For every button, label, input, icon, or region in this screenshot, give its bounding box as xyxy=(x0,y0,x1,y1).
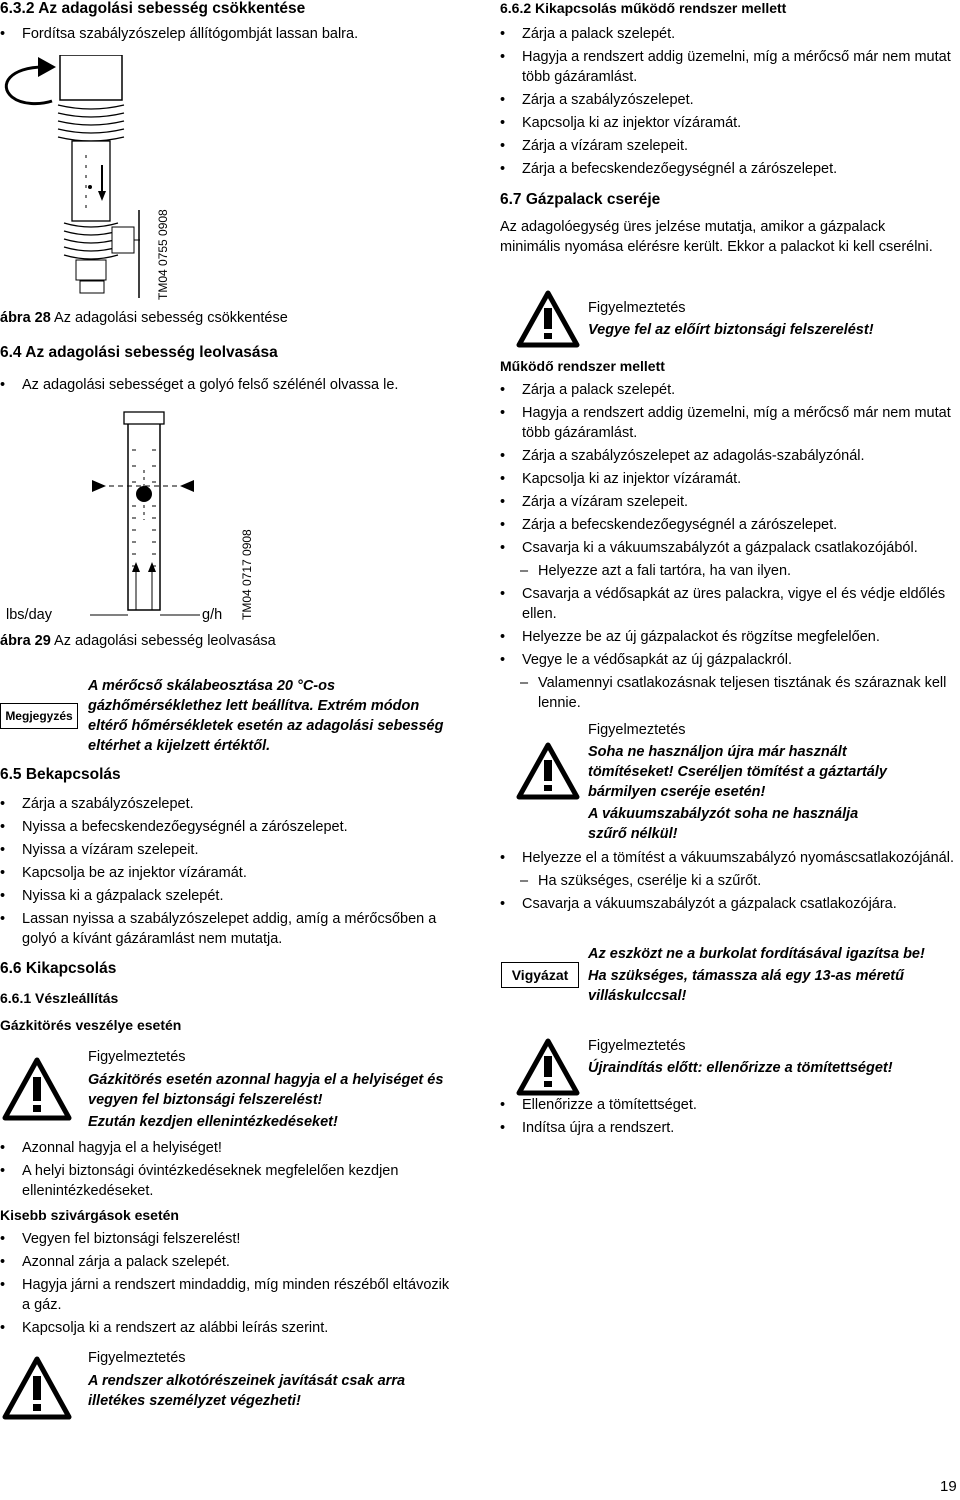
small-leaks-heading: Kisebb szivárgások esetén xyxy=(0,1207,179,1223)
warning-text: Vegye fel az előírt biztonsági felszerelést! xyxy=(588,322,874,338)
list-item: • Csavarja ki a vákuumszabályzót a gázpalack csatlakozójából. xyxy=(500,538,958,558)
section-6-5-list xyxy=(0,794,460,952)
gasket-list xyxy=(500,848,958,917)
section-6-6-2-list xyxy=(500,24,955,182)
list-item: • Azonnal hagyja el a helyiséget! xyxy=(0,1138,460,1158)
figure-28-caption xyxy=(0,310,288,326)
warning-title: Figyelmeztetés xyxy=(88,1350,186,1366)
flowmeter-regulator-illustration xyxy=(0,55,200,305)
list-item: • Hagyja járni a rendszert mindaddig, míg minden részéből eltávozik a gáz. xyxy=(0,1275,460,1315)
small-leaks-list xyxy=(0,1229,460,1341)
list-subitem: – Ha szükséges, cserélje ki a szűrőt. xyxy=(500,871,958,891)
list-item: • Lassan nyissa a szabályzószelepet addig, amíg a mérőcsőben a golyó a kívánt gázáramlást nem mutatja. xyxy=(0,909,460,949)
warning-text: A rendszer alkotórészeinek javítását csak arra illetékes személyzet végezheti! xyxy=(88,1373,406,1409)
warning-text: Soha ne használjon újra már használt tömítéseket! Cseréljen tömítést a gáztartály bármilyen cseréje esetén! xyxy=(588,744,887,800)
warning-text: A vákuumszabályzót soha ne használja szűrő nélkül! xyxy=(588,806,859,842)
section-6-6-2-title: 6.6.2 Kikapcsolás működő rendszer mellett xyxy=(500,0,787,16)
list-item: • Azonnal zárja a palack szelepét. xyxy=(0,1252,460,1272)
caution-text: Az eszközt ne a burkolat fordításával igazítsa be! xyxy=(588,946,925,962)
list-item: • Hagyja a rendszert addig üzemelni, míg a mérőcső már nem mutat több gázáramlást. xyxy=(500,403,958,443)
warning-text: Gázkitörés esetén azonnal hagyja el a helyiséget és vegyen fel biztonsági felszerelést! xyxy=(88,1072,444,1108)
page-number: 19 xyxy=(940,1478,957,1495)
list-item: • Vegye le a védősapkát az új gázpalackról. xyxy=(500,650,958,670)
list-item: • A helyi biztonsági óvintézkedéseknek megfelelően kezdjen ellenintézkedéseket. xyxy=(0,1161,460,1201)
list-item: • Zárja a vízáram szelepeit. xyxy=(500,492,958,512)
warning-triangle-icon xyxy=(516,742,580,800)
list-item: • Ellenőrizze a tömítettséget. xyxy=(500,1095,958,1115)
list-item: • Kapcsolja ki az injektor vízáramát. xyxy=(500,113,955,133)
list-item: • Kapcsolja ki az injektor vízáramát. xyxy=(500,469,958,489)
list-item: • Kapcsolja be az injektor vízáramát. xyxy=(0,863,460,883)
note-text: A mérőcső skálabeosztása 20 °C-os gázhőmérséklethez lett beállítva. Extrém módon eltérő hőmérsékletek esetén az adagolási sebesség eltérhet a kijelzett értéktől. xyxy=(88,678,444,754)
section-6-5-title: 6.5 Bekapcsolás xyxy=(0,766,121,783)
section-6-7-paragraph: Az adagolóegység üres jelzése mutatja, amikor a gázpalack minimális nyomása elérésre került. Ekkor a palackot ki kell cserélni. xyxy=(500,219,933,255)
figure-caption-text: Az adagolási sebesség leolvasása xyxy=(54,633,276,649)
figure-number: ábra 28 xyxy=(0,310,51,326)
list-item: • Zárja a palack szelepét. xyxy=(500,380,958,400)
list-item: • Vegyen fel biztonsági felszerelést! xyxy=(0,1229,460,1249)
list-item: • Zárja a szabályzószelepet az adagolás-szabályzónál. xyxy=(500,446,958,466)
caution-text: Ha szükséges, támassza alá egy 13-as méretű villáskulccsal! xyxy=(588,968,904,1004)
section-6-6-title: 6.6 Kikapcsolás xyxy=(0,960,117,977)
list-item: • Fordítsa szabályzószelep állítógombját lassan balra. xyxy=(0,24,460,44)
operating-heading: Működő rendszer mellett xyxy=(500,358,665,374)
operating-list xyxy=(500,380,958,716)
figure-caption-text: Az adagolási sebesség csökkentése xyxy=(54,310,288,326)
warning-text: Újraindítás előtt: ellenőrizze a tömítettséget! xyxy=(588,1060,893,1076)
list-item: • Zárja a befecskendezőegységnél a zárószelepet. xyxy=(500,515,958,535)
list-item: • Kapcsolja ki a rendszert az alábbi leírás szerint. xyxy=(0,1318,460,1338)
list-item: • Nyissa a befecskendezőegységnél a zárószelepet. xyxy=(0,817,460,837)
list-item: • Csavarja a vákuumszabályzót a gázpalack csatlakozójára. xyxy=(500,894,958,914)
warning-title: Figyelmeztetés xyxy=(588,1038,686,1054)
list-item: • Zárja a szabályzószelepet. xyxy=(500,90,955,110)
figure-28-code: TM04 0755 0908 xyxy=(156,209,170,300)
flow-tube-reading-illustration xyxy=(60,410,240,620)
list-item: • Helyezze be az új gázpalackot és rögzítse megfelelően. xyxy=(500,627,958,647)
figure-29-code: TM04 0717 0908 xyxy=(240,529,254,620)
list-item: • Csavarja a védősapkát az üres palackra, vigye el és védje eldőlés ellen. xyxy=(500,584,958,624)
section-6-4-title: 6.4 Az adagolási sebesség leolvasása xyxy=(0,344,278,361)
caution-badge: Vigyázat xyxy=(501,962,579,988)
warning-title: Figyelmeztetés xyxy=(588,300,686,316)
warning-triangle-icon xyxy=(516,290,580,348)
list-item: • Zárja a palack szelepét. xyxy=(500,24,955,44)
section-6-3-2-list xyxy=(0,24,460,47)
final-list xyxy=(500,1095,958,1141)
unit-label-lbs-day: lbs/day xyxy=(6,607,52,623)
warning-text: Ezután kezdjen ellenintézkedéseket! xyxy=(88,1114,338,1130)
list-item: • Zárja a vízáram szelepeit. xyxy=(500,136,955,156)
figure-number: ábra 29 xyxy=(0,633,51,649)
warning-triangle-icon xyxy=(2,1057,72,1121)
list-item: • Hagyja a rendszert addig üzemelni, míg a mérőcső már nem mutat több gázáramlást. xyxy=(500,47,955,87)
warning-triangle-icon xyxy=(516,1038,580,1096)
list-item: • Helyezze el a tömítést a vákuumszabályzó nyomáscsatlakozójánál. xyxy=(500,848,958,868)
warning-triangle-icon xyxy=(2,1356,72,1420)
list-item: • Nyissa ki a gázpalack szelepét. xyxy=(0,886,460,906)
list-item: • Indítsa újra a rendszert. xyxy=(500,1118,958,1138)
emergency-list xyxy=(0,1138,460,1204)
list-item: • Zárja a befecskendezőegységnél a zárószelepet. xyxy=(500,159,955,179)
warning-title: Figyelmeztetés xyxy=(88,1049,186,1065)
section-6-7-title: 6.7 Gázpalack cseréje xyxy=(500,191,661,208)
gas-break-heading: Gázkitörés veszélye esetén xyxy=(0,1017,182,1033)
list-subitem: – Helyezze azt a fali tartóra, ha van ilyen. xyxy=(500,561,958,581)
list-item: • Az adagolási sebességet a golyó felső szélénél olvassa le. xyxy=(0,375,460,395)
note-badge: Megjegyzés xyxy=(0,703,78,729)
list-subitem: – Valamennyi csatlakozásnak teljesen tisztának és száraznak kell lennie. xyxy=(500,673,958,713)
figure-29-caption xyxy=(0,633,276,649)
unit-label-g-h: g/h xyxy=(202,607,223,623)
section-6-3-2-title: 6.3.2 Az adagolási sebesség csökkentése xyxy=(0,0,306,17)
list-item: • Zárja a szabályzószelepet. xyxy=(0,794,460,814)
section-6-4-list xyxy=(0,375,460,398)
section-6-6-1-title: 6.6.1 Vészleállítás xyxy=(0,990,119,1006)
list-item: • Nyissa a vízáram szelepeit. xyxy=(0,840,460,860)
warning-title: Figyelmeztetés xyxy=(588,722,686,738)
